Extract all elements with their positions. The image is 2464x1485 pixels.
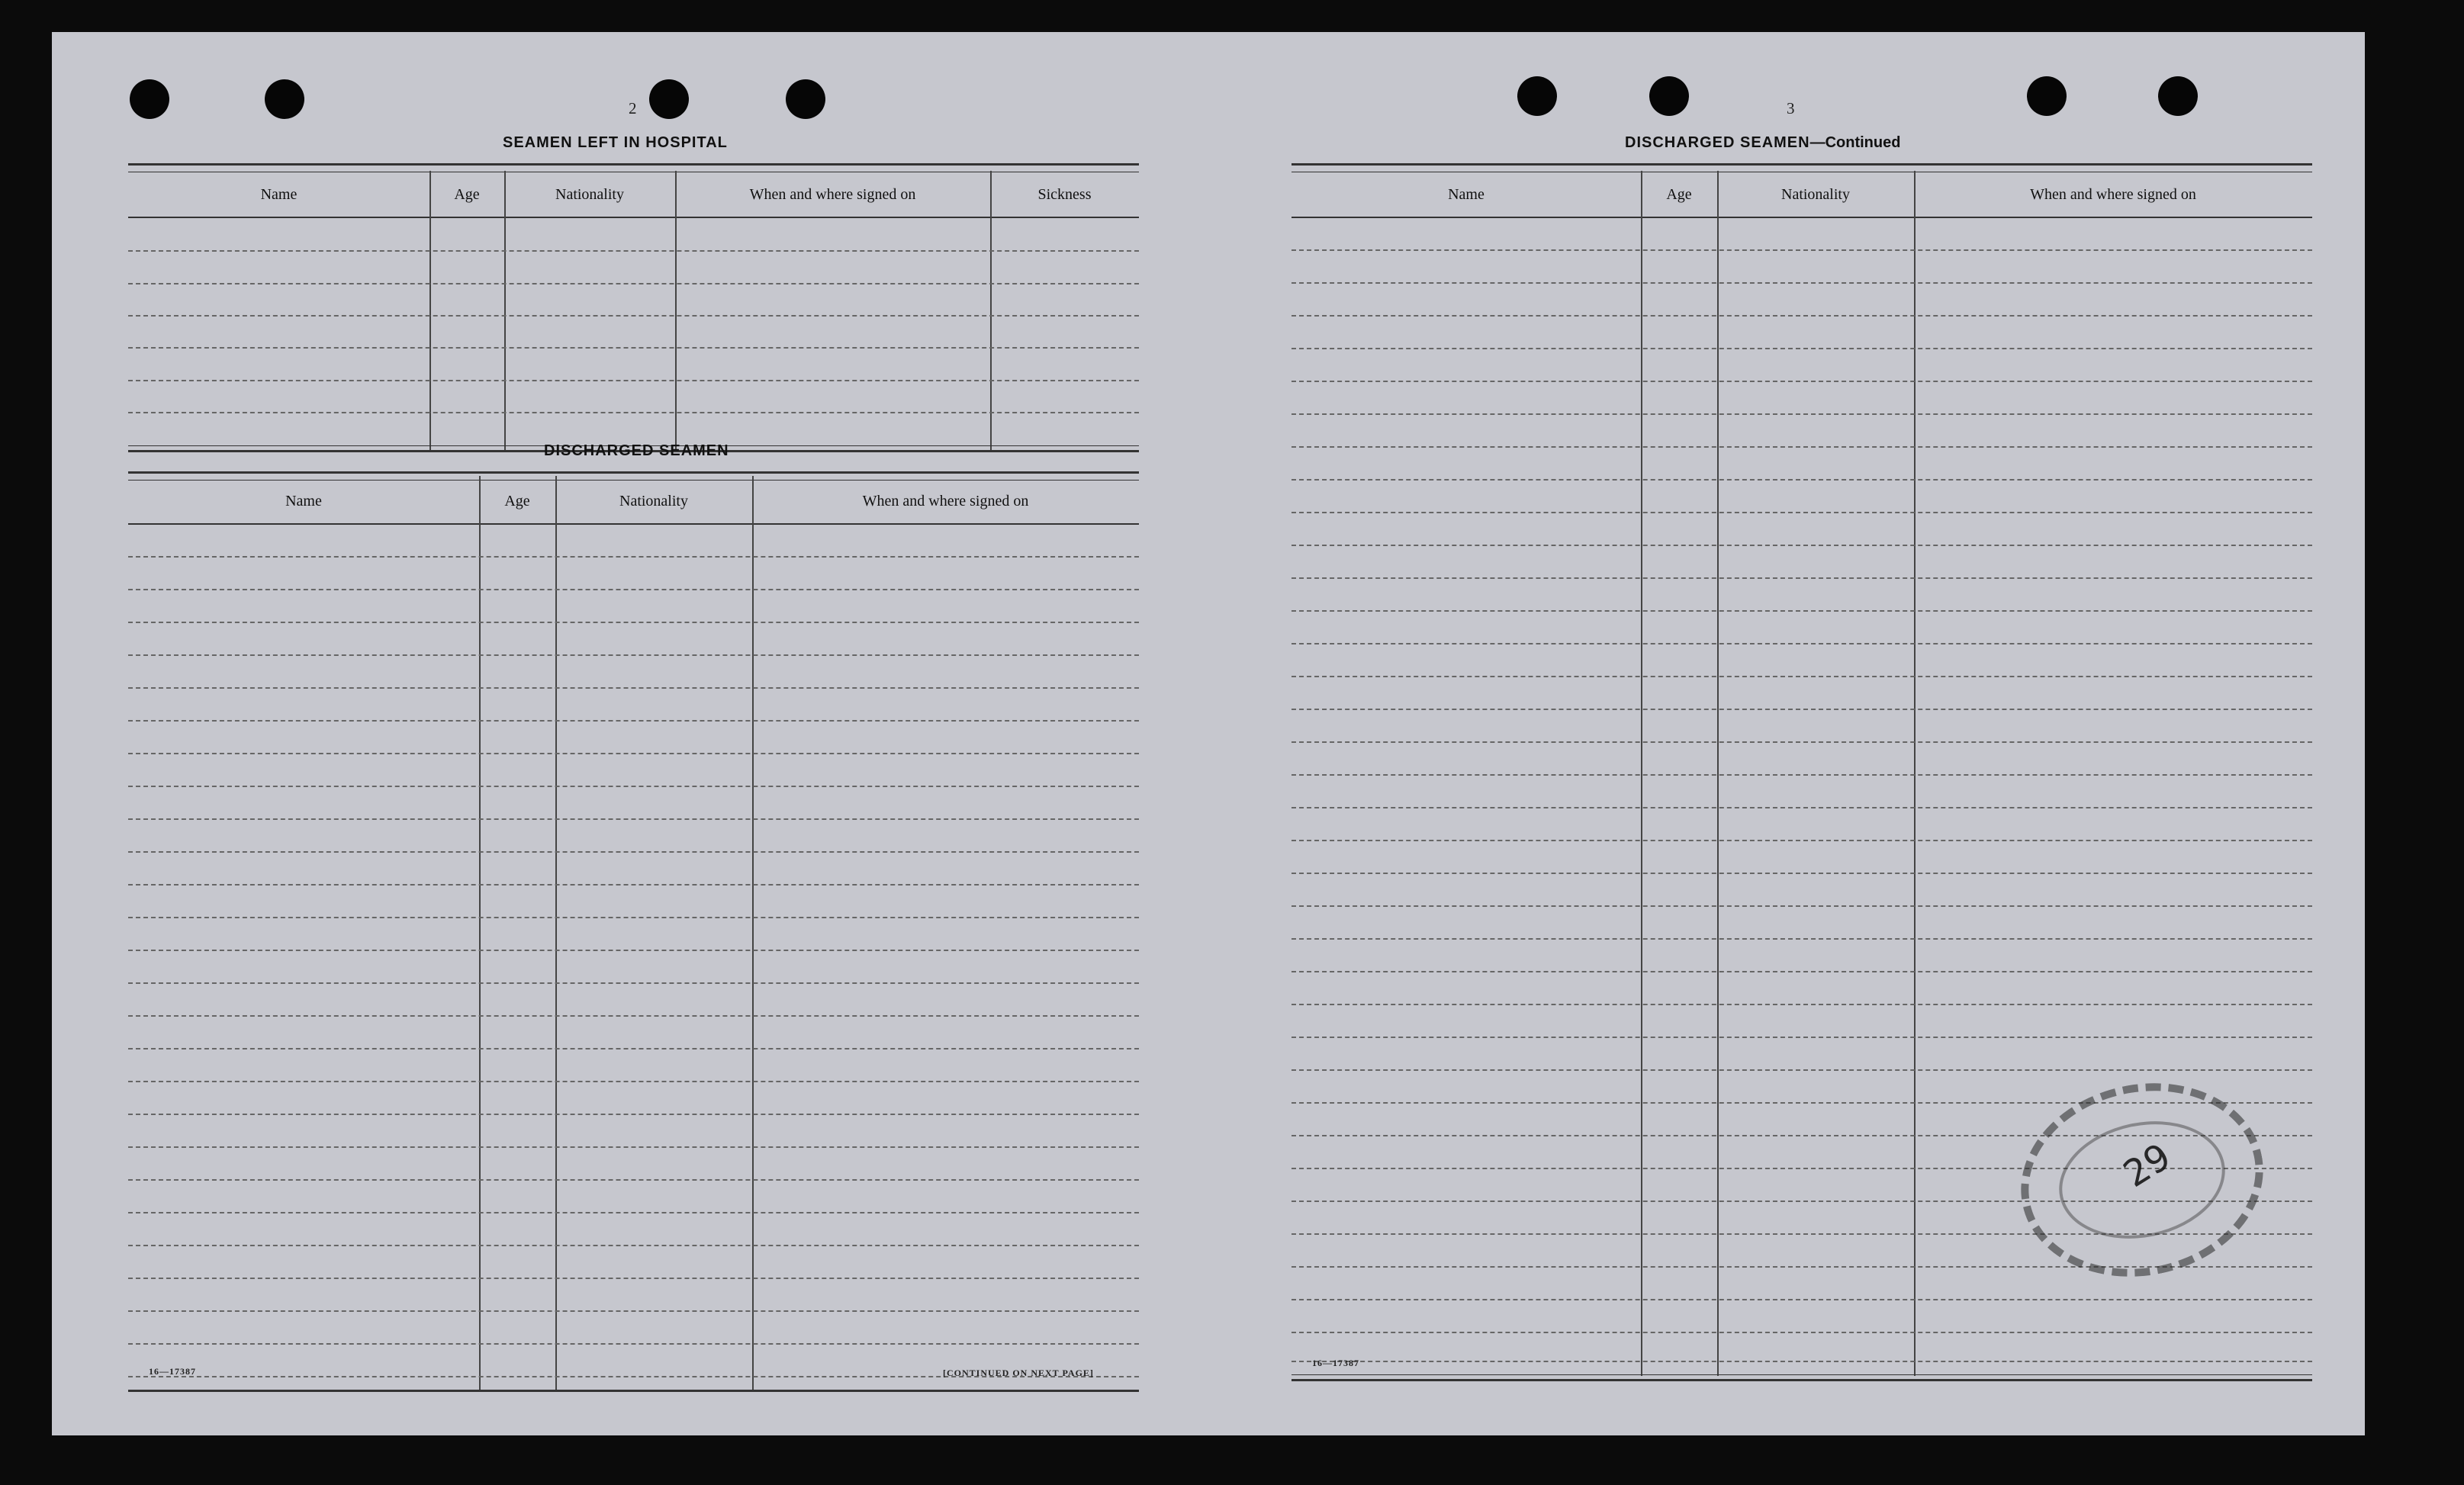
discharged-cont-col-age: Age [1666, 186, 1692, 203]
discharged-continued-suffix: —Continued [1809, 134, 1901, 151]
punch-hole [786, 79, 825, 119]
discharged-section-title: DISCHARGED SEAMEN [544, 442, 729, 459]
left-page-number: 2 [629, 99, 637, 117]
hospital-col-nationality: Nationality [555, 186, 624, 203]
hospital-section-title: SEAMEN LEFT IN HOSPITAL [503, 134, 728, 151]
discharged-col-age: Age [504, 493, 530, 509]
hospital-col-name: Name [260, 186, 298, 203]
stamp-number: 29 [2116, 1135, 2179, 1197]
punch-hole [2158, 76, 2198, 116]
discharged-continued-title [1625, 134, 1900, 152]
punch-hole [130, 79, 169, 119]
hospital-col-signed-on: When and where signed on [749, 186, 916, 203]
punch-hole [265, 79, 304, 119]
right-form-number: 16—17387 [1312, 1358, 1359, 1368]
discharged-col-nationality: Nationality [619, 493, 688, 509]
punch-hole [649, 79, 689, 119]
hospital-col-age: Age [454, 186, 480, 203]
punch-hole [2027, 76, 2067, 116]
document-sheet [52, 32, 2365, 1435]
hospital-table [128, 163, 1139, 453]
discharged-col-name: Name [285, 493, 322, 509]
continued-on-next-page: [CONTINUED ON NEXT PAGE] [943, 1368, 1094, 1378]
left-form-number: 16—17387 [149, 1366, 196, 1377]
punch-hole [1517, 76, 1557, 116]
discharged-cont-col-nationality: Nationality [1781, 186, 1850, 203]
discharged-cont-col-signed-on: When and where signed on [2030, 186, 2196, 203]
discharged-continued-title-main: DISCHARGED SEAMEN [1625, 134, 1810, 151]
discharged-col-signed-on: When and where signed on [862, 493, 1029, 509]
punch-hole [1649, 76, 1689, 116]
discharged-cont-col-name: Name [1448, 186, 1485, 203]
right-page-number: 3 [1787, 99, 1795, 117]
hospital-col-sickness: Sickness [1037, 186, 1092, 203]
discharged-table-left [128, 471, 1139, 1403]
